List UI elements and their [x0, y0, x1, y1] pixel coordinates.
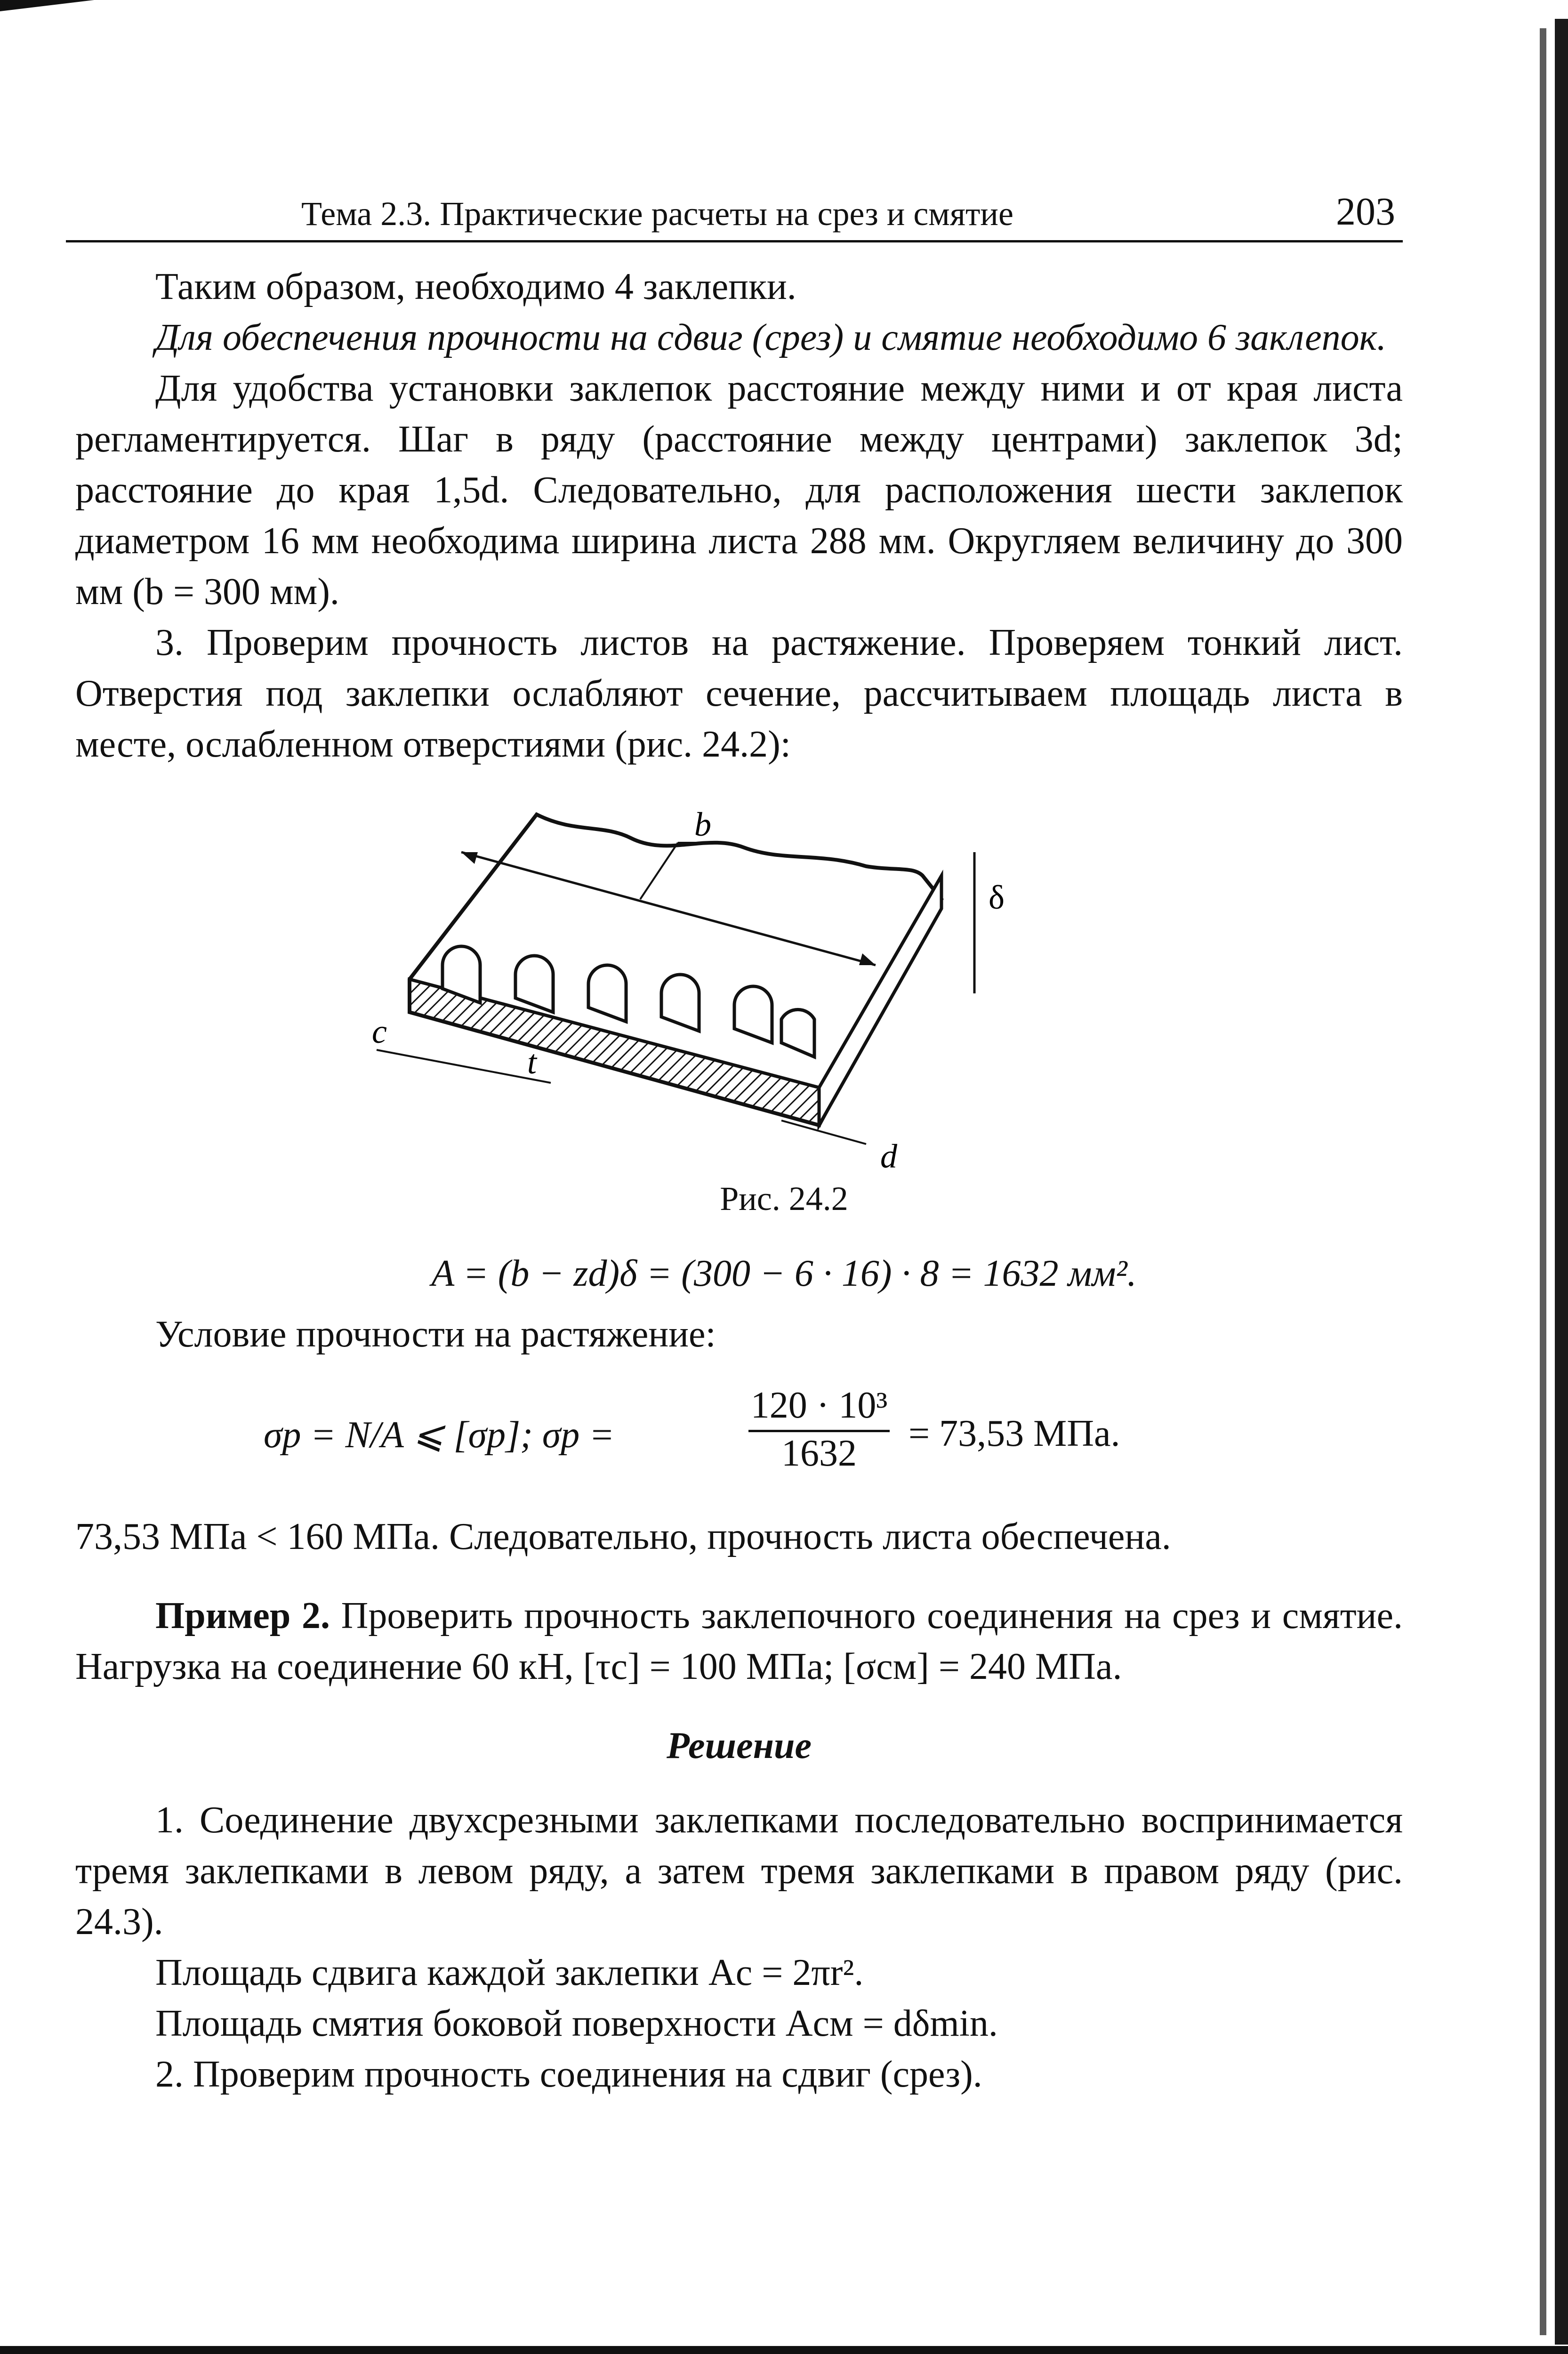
equation-stress [264, 1384, 1299, 1488]
rivet-hole [781, 1009, 814, 1057]
dimension-b-line [461, 852, 876, 965]
leader-b [640, 843, 678, 899]
figure-caption: Рис. 24.2 [720, 1180, 848, 1217]
rivet-hole [588, 965, 626, 1022]
paragraph-step3: 3. Проверим прочность листов на растяжение. Проверяем тонкий лист. Отверстия под заклепки ослабляют сечение, рассчитываем площадь листа в месте, ослабленном отверстиями (рис. 24.2): [75, 622, 1403, 765]
rivet-hole [661, 975, 699, 1031]
condition-block [75, 1309, 1403, 1360]
paragraph-conclusion: Для обеспечения прочности на сдвиг (срез) и смятие необходимо 6 заклепок. [155, 317, 1386, 358]
example-text: Проверить прочность заклепочного соединения на срез и смятие. Нагрузка на соединение 60 кН, [τс] = 100 МПа; [σсм] = 240 МПа. [75, 1595, 1403, 1687]
example-label: Пример 2. [155, 1595, 330, 1637]
label-d: d [880, 1137, 897, 1175]
paragraph-stress-check: 73,53 МПа < 160 МПа. Следовательно, прочность листа обеспечена. [75, 1516, 1171, 1557]
label-b: b [694, 806, 711, 843]
rivet-hole [515, 956, 553, 1012]
fraction [748, 1384, 890, 1475]
dimension-c-t-line [377, 1050, 551, 1083]
paragraph-rivets-count: Таким образом, необходимо 4 заклепки. [155, 266, 796, 307]
label-t: t [527, 1043, 537, 1081]
rivet-hole [734, 986, 772, 1043]
solution-bearing-area: Площадь смятия боковой поверхности Aсм = dδmin. [155, 2003, 998, 2044]
arrowhead [461, 852, 478, 864]
fraction-denominator: 1632 [748, 1430, 890, 1475]
plate-side-face [819, 876, 941, 1125]
figure-drawing [367, 796, 1026, 1205]
equation-stress-result: = 73,53 МПа. [909, 1413, 1120, 1454]
scan-edge-top-left [0, 0, 94, 11]
paragraph-example-2 [75, 1590, 1403, 1692]
header-title: Тема 2.3. Практические расчеты на срез и смятие [301, 195, 1013, 233]
text-block-bottom [75, 1511, 1403, 2100]
equation-area: A = (b − zd)δ = (300 − 6 · 16) · 8 = 1632 мм². [431, 1253, 1137, 1294]
figure-24-2 [367, 796, 1026, 1205]
label-c: c [372, 1013, 387, 1050]
equation-stress-left: σр = N/A ⩽ [σр]; σр = [264, 1414, 615, 1456]
label-delta: δ [989, 879, 1005, 916]
solution-heading: Решение [666, 1725, 812, 1766]
solution-step-2: 2. Проверим прочность соединения на сдвиг (срез). [155, 2054, 982, 2095]
page-number: 203 [1336, 190, 1395, 234]
text-block-top [75, 261, 1403, 770]
scan-edge-bottom [0, 2346, 1568, 2354]
arrowhead [859, 953, 876, 965]
running-header [66, 188, 1403, 242]
solution-shear-area: Площадь сдвига каждой заклепки Aс = 2πr². [155, 1952, 864, 1993]
condition-label: Условие прочности на растяжение: [155, 1314, 716, 1355]
dimension-d-line [781, 1121, 866, 1144]
paragraph-rivet-spacing: Для удобства установки заклепок расстояние между ними и от края листа регламентируется. Шаг в ряду (расстояние между центрами) заклепок 3d; расстояние до края 1,5d. Следовательно, для расположения шести заклепок диаметром 16 мм необходима ширина листа 288 мм. Округляем величину до 300 мм (b = 300 мм). [75, 368, 1403, 613]
fraction-numerator: 120 · 10³ [750, 1385, 888, 1426]
solution-step-1: 1. Соединение двухсрезными заклепками последовательно воспринимается тремя заклепками в левом ряду, а затем тремя заклепками в правом ряду (рис. 24.3). [75, 1799, 1403, 1943]
